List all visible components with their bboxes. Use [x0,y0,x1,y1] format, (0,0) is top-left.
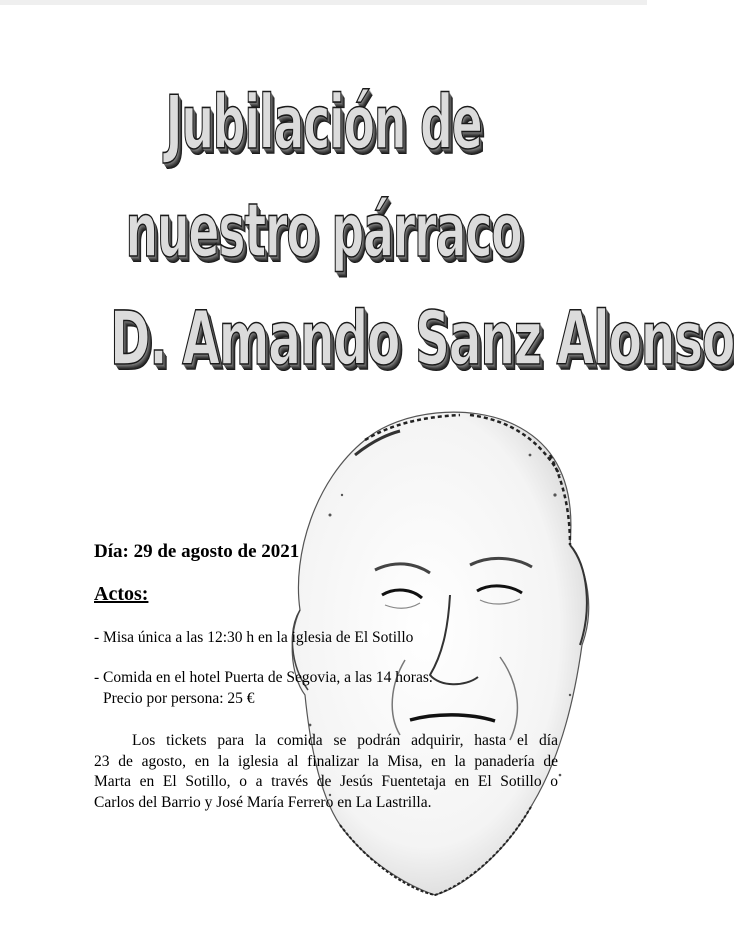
acto-comida-precio: Precio por persona: 25 € [103,690,255,707]
acto-misa: - Misa única a las 12:30 h en la iglesia de El Sotillo [94,629,414,646]
title-line-3: D. Amando Sanz Alonso [109,296,734,382]
paragraph-line: Carlos del Barrio y José María Ferrero en La Lastrilla. [94,793,432,811]
acto-comida: - Comida en el hotel Puerta de Segovia, a las 14 horas. [94,669,433,686]
title-line-2: nuestro párraco [125,188,522,274]
actos-heading: Actos: [94,583,149,605]
page-top-border [0,0,647,5]
event-date: Día: 29 de agosto de 2021 [94,541,300,562]
paragraph-line: 23 de agosto, en la iglesia al finalizar la Misa, en la panadería de [94,752,558,770]
paragraph-line: Los tickets para la comida se podrán adquirir, hasta el día [132,732,558,749]
tickets-paragraph [94,731,558,813]
priest-portrait [270,395,610,905]
title-line-1: Jubilación de [165,80,482,166]
paragraph-line: Marta en El Sotillo, o a través de Jesús Fuentetaja en El Sotillo o [94,773,558,790]
